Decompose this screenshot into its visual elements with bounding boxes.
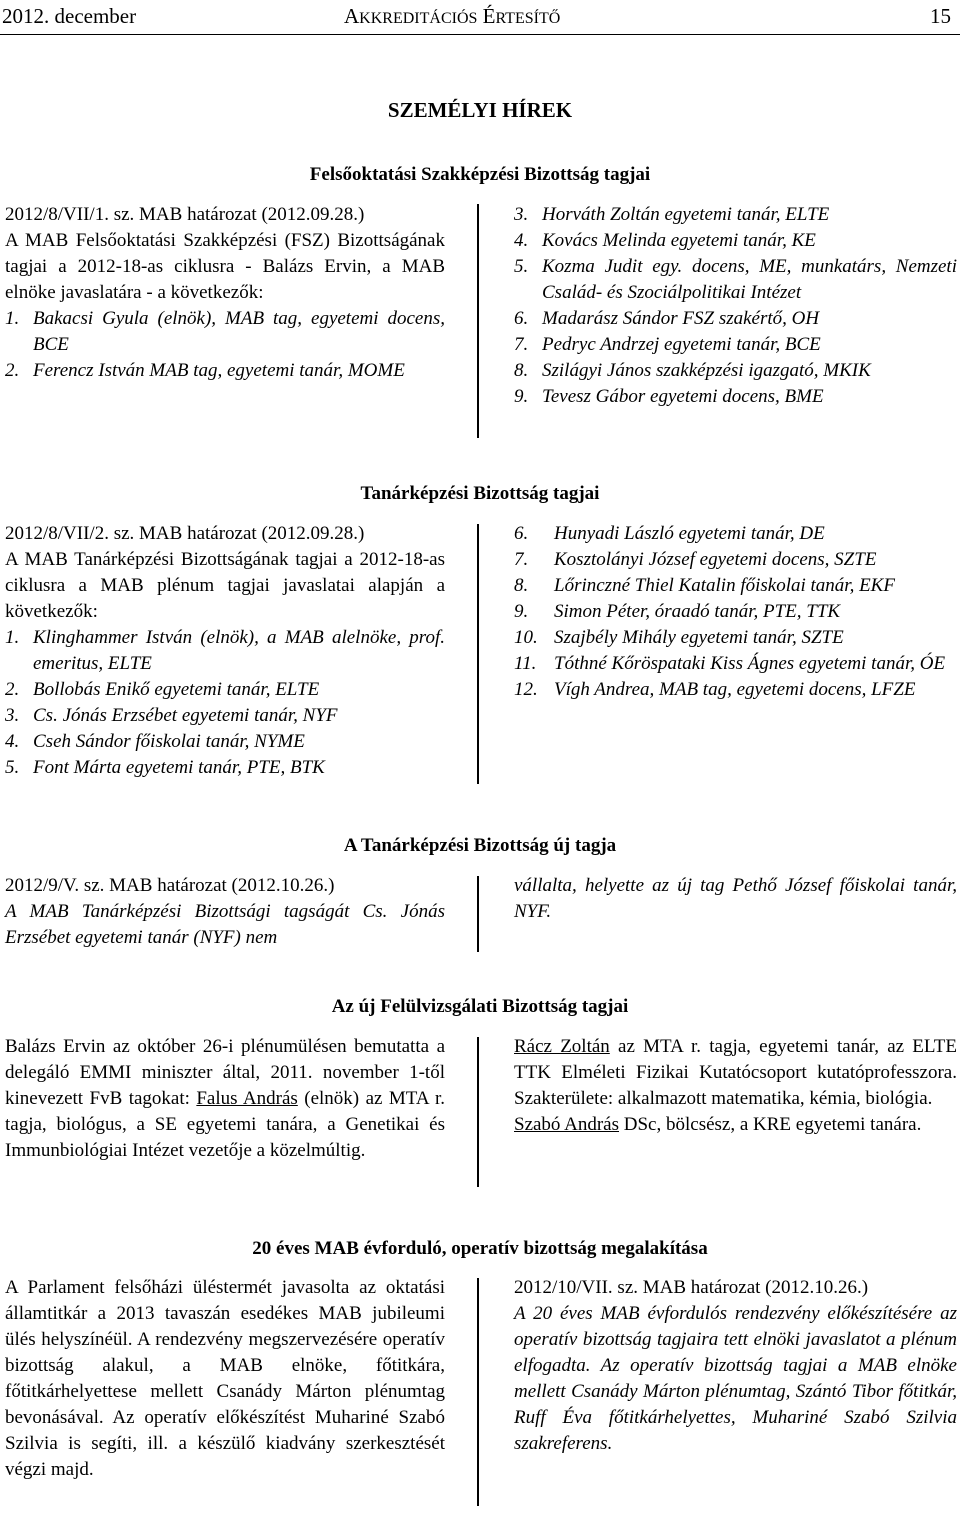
member-number: 1. <box>5 308 20 329</box>
member-number: 2. <box>5 360 20 381</box>
fsz-left-list <box>5 306 445 384</box>
member-list-item <box>514 521 957 547</box>
page-number: 15 <box>930 4 951 28</box>
member-list-item <box>5 358 445 384</box>
member-text: Font Márta egyetemi tanár, PTE, BTK <box>33 757 325 778</box>
member-number: 7. <box>514 334 529 355</box>
member-name-szabo: Szabó András <box>514 1114 620 1135</box>
member-number: 7. <box>514 549 529 570</box>
member-text: Kozma Judit egy. docens, ME, munkatárs, Nemzeti Család- és Szociálpolitikai Intézet <box>542 256 957 303</box>
section-title-fvb: Az új Felülvizsgálati Bizottság tagjai <box>331 996 629 1017</box>
member-text: Ferencz István MAB tag, egyetemi tanár, MOME <box>33 360 405 381</box>
member-text: Vígh Andrea, MAB tag, egyetemi docens, LFZE <box>554 679 916 700</box>
fsz-right-list <box>514 202 957 410</box>
member-list-item <box>5 306 445 358</box>
member-text: Tevesz Gábor egyetemi docens, BME <box>542 386 824 407</box>
section-title-anniversary: 20 éves MAB évforduló, operatív bizottság megalakítása <box>252 1238 708 1259</box>
member-number: 12. <box>514 679 538 700</box>
fvb-right-text-2: DSc, bölcsész, a KRE egyetemi tanára. <box>623 1114 922 1135</box>
member-text: Bollobás Enikő egyetemi tanár, ELTE <box>33 679 320 700</box>
member-text: Pedryc Andrzej egyetemi tanár, BCE <box>542 334 821 355</box>
fvb-left-column <box>5 1034 445 1164</box>
member-list-item <box>5 625 445 677</box>
member-list-item <box>5 729 445 755</box>
member-list-item <box>514 254 957 306</box>
member-text: Madarász Sándor FSZ szakértő, OH <box>542 308 820 329</box>
member-text: Lőrinczné Thiel Katalin főiskolai tanár, EKF <box>554 575 895 596</box>
member-number: 3. <box>5 705 20 726</box>
member-text: Simon Péter, óraadó tanár, PTE, TTK <box>554 601 841 622</box>
fvb-left-text-1: Balázs Ervin az október 26-i plénumülésen bemutatta a delegáló EMMI miniszter által, 2011. november 1-től kinevezett FvB tagokat: <box>5 1036 445 1109</box>
member-number: 9. <box>514 386 529 407</box>
fsz-intro: A MAB Felsőoktatási Szakképzési (FSZ) Bizottságának tagjai a 2012-18-as ciklusra - Balázs Ervin, a MAB elnöke javaslatára - a következők: <box>5 230 445 303</box>
member-text: Hunyadi László egyetemi tanár, DE <box>554 523 825 544</box>
member-text: Cs. Jónás Erzsébet egyetemi tanár, NYF <box>33 705 338 726</box>
tkb-new-left-text: A MAB Tanárképzési Bizottsági tagságát Cs. Jónás Erzsébet egyetemi tanár (NYF) nem <box>5 901 445 948</box>
fsz-decision: 2012/8/VII/1. sz. MAB határozat (2012.09.28.) <box>5 204 365 225</box>
member-list-item <box>514 202 957 228</box>
fvb-right-text-1: az MTA r. tagja, egyetemi tanár, az ELTE TTK Elméleti Fizikai Kutatócsoport kutatóprofesszora. Szakterülete: alkalmazott matematika, kémia, biológia. <box>514 1036 957 1109</box>
member-list-item <box>5 677 445 703</box>
member-list-item <box>514 384 957 410</box>
member-text: Tóthné Kőröspataki Kiss Ágnes egyetemi tanár, ÓE <box>554 653 946 674</box>
member-number: 4. <box>514 230 529 251</box>
tkb-decision: 2012/8/VII/2. sz. MAB határozat (2012.09.28.) <box>5 523 365 544</box>
member-text: Cseh Sándor főiskolai tanár, NYME <box>33 731 305 752</box>
member-name-racz: Rácz Zoltán <box>514 1036 610 1057</box>
anniv-left-text: A Parlament felsőházi üléstermét javasolta az oktatási államtitkár a 2013 tavaszán esedékes MAB jubileumi ülés helyszínéül. A rendezvény megszervezésére operatív bizottság alakul, a MAB elnöke, főtitkára, főtitkárhelyettese mellett Csanády Márton plénumtag bevonásával. Az operatív előkészítést Muhariné Szabó Szilvia is segíti, ill. a készülő kiadvány szerkesztését végzi majd. <box>5 1277 445 1480</box>
anniv-right-column <box>514 1275 957 1457</box>
member-number: 4. <box>5 731 20 752</box>
member-list-item <box>514 358 957 384</box>
tkb-intro: A MAB Tanárképzési Bizottságának tagjai a 2012-18-as ciklusra a MAB plénum tagjai javaslatai alapján a következők: <box>5 549 445 622</box>
anniv-right-text: A 20 éves MAB évfordulós rendezvény előkészítésére az operatív bizottság tagjaira tett elnöki javaslatot a plénum elfogadta. Az operatív bizottság tagjai a MAB elnöke mellett Csanády Márton plénumtag, Szántó Tibor főtitkár, Ruff Éva főtitkárhelyettes, Muhariné Szabó Szilvia szakreferens. <box>514 1303 957 1454</box>
member-list-item <box>514 625 957 651</box>
section-title-tkb-new: A Tanárképzési Bizottság új tagja <box>343 835 617 856</box>
member-number: 5. <box>5 757 20 778</box>
member-number: 2. <box>5 679 20 700</box>
column-divider <box>477 524 479 784</box>
tkb-new-right-text: vállalta, helyette az új tag Pethő József főiskolai tanár, NYF. <box>514 875 957 922</box>
member-text: Szilágyi János szakképzési igazgató, MKIK <box>542 360 871 381</box>
column-divider <box>477 876 479 952</box>
member-list-item <box>5 755 445 781</box>
journal-title-initial-1: A <box>344 4 360 28</box>
member-text: Kovács Melinda egyetemi tanár, KE <box>542 230 816 251</box>
tkb-left-list <box>5 625 445 781</box>
journal-title <box>344 3 644 32</box>
section-title-fsz: Felsőoktatási Szakképzési Bizottság tagjai <box>309 164 651 185</box>
member-number: 5. <box>514 256 529 277</box>
member-number: 3. <box>514 204 529 225</box>
section-title-tkb: Tanárképzési Bizottság tagjai <box>360 483 600 504</box>
member-text: Horváth Zoltán egyetemi tanár, ELTE <box>542 204 830 225</box>
member-name-falus: Falus András <box>196 1088 298 1109</box>
tkb-new-left-column <box>5 873 445 951</box>
column-divider <box>477 204 479 438</box>
member-number: 8. <box>514 575 529 596</box>
member-list-item <box>514 332 957 358</box>
member-number: 8. <box>514 360 529 381</box>
tkb-left-column <box>5 521 445 781</box>
member-number: 9. <box>514 601 529 622</box>
member-number: 6. <box>514 308 529 329</box>
member-list-item <box>514 573 957 599</box>
member-list-item <box>514 599 957 625</box>
member-number: 6. <box>514 523 529 544</box>
member-text: Klinghammer István (elnök), a MAB alelnöke, prof. emeritus, ELTE <box>33 627 445 674</box>
tkb-right-list <box>514 521 957 703</box>
fvb-right-column <box>514 1034 957 1138</box>
fsz-left-column <box>5 202 445 384</box>
anniv-decision: 2012/10/VII. sz. MAB határozat (2012.10.26.) <box>514 1277 869 1298</box>
journal-title-rest-1: KKREDITÁCIÓS <box>359 10 478 27</box>
member-list-item <box>514 547 957 573</box>
column-divider <box>477 1278 479 1506</box>
member-list-item <box>514 651 957 677</box>
member-text: Szajbély Mihály egyetemi tanár, SZTE <box>554 627 844 648</box>
page-title: SZEMÉLYI HÍREK <box>387 98 573 122</box>
column-divider <box>477 1037 479 1187</box>
member-list-item <box>514 228 957 254</box>
member-number: 1. <box>5 627 20 648</box>
member-text: Bakacsi Gyula (elnök), MAB tag, egyetemi docens, BCE <box>33 308 445 355</box>
header-rule <box>0 34 960 35</box>
member-list-item <box>514 677 957 703</box>
member-list-item <box>514 306 957 332</box>
journal-title-initial-2: É <box>482 4 496 28</box>
header-date: 2012. december <box>2 4 137 28</box>
tkb-new-decision: 2012/9/V. sz. MAB határozat (2012.10.26.) <box>5 875 335 896</box>
member-number: 10. <box>514 627 538 648</box>
member-number: 11. <box>514 653 537 674</box>
fvb-left-text-2: (elnök) az MTA r. tagja, biológus, a SE egyetemi tanára, a Genetikai és Immunbiológiai Intézet vezetője a közelmúltig. <box>5 1088 446 1161</box>
member-list-item <box>5 703 445 729</box>
member-text: Kosztolányi József egyetemi docens, SZTE <box>554 549 877 570</box>
journal-title-rest-2: RTESÍTŐ <box>495 10 561 27</box>
